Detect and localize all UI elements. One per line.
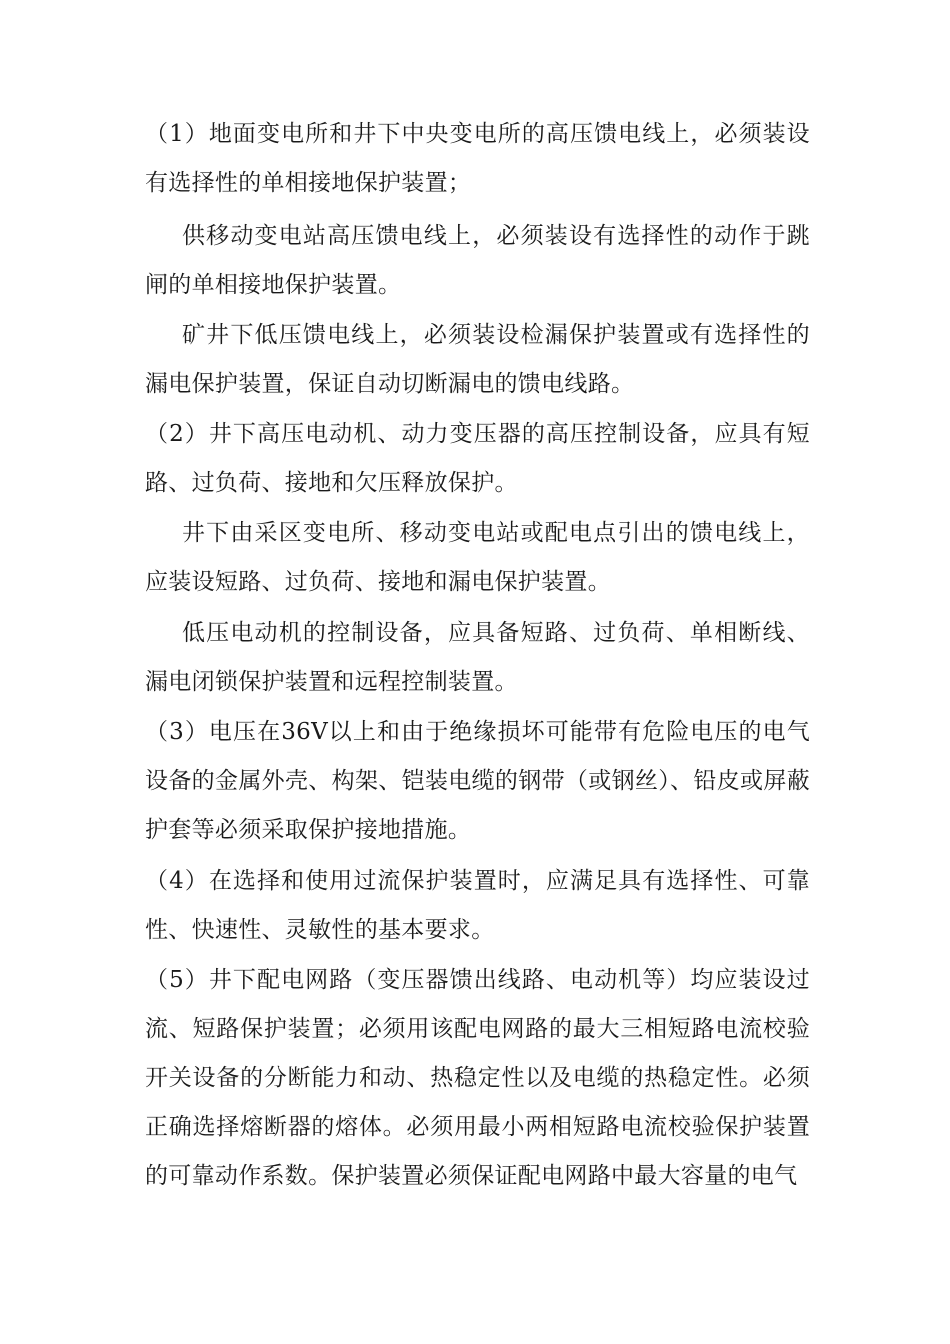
paragraph-1-ground-substation: （1）地面变电所和井下中央变电所的高压馈电线上，必须装设有选择性的单相接地保护装置； (145, 121, 810, 196)
paragraph-4-overcurrent-protection: （4）在选择和使用过流保护装置时，应满足具有选择性、可靠性、快速性、灵敏性的基本要求。 (145, 868, 810, 943)
paragraph-3-protective-grounding: （3）电压在36V以上和由于绝缘损坏可能带有危险电压的电气设备的金属外壳、构架、铠装电缆的钢带（或钢丝）、铅皮或屏蔽护套等必须采取保护接地措施。 (145, 719, 810, 843)
paragraph-mining-area-feeder: 井下由采区变电所、移动变电站或配电点引出的馈电线上，应装设短路、过负荷、接地和漏电保护装置。 (145, 520, 810, 595)
paragraph-low-voltage-feeder: 矿井下低压馈电线上，必须装设检漏保护装置或有选择性的漏电保护装置，保证自动切断漏电的馈电线路。 (145, 322, 810, 397)
paragraph-low-voltage-motor: 低压电动机的控制设备，应具备短路、过负荷、单相断线、漏电闭锁保护装置和远程控制装置。 (145, 620, 810, 695)
paragraph-2-high-voltage-motor: （2）井下高压电动机、动力变压器的高压控制设备，应具有短路、过负荷、接地和欠压释放保护。 (145, 421, 810, 496)
paragraph-5-distribution-network: （5）井下配电网路（变压器馈出线路、电动机等）均应装设过流、短路保护装置；必须用该配电网路的最大三相短路电流校验开关设备的分断能力和动、热稳定性以及电缆的热稳定性。必须正确选择熔断器的熔体。必须用最小两相短路电流校验保护装置的可靠动作系数。保护装置必须保证配电网路中最大容量的电气 (145, 967, 810, 1189)
paragraph-mobile-substation: 供移动变电站高压馈电线上，必须装设有选择性的动作于跳闸的单相接地保护装置。 (145, 223, 810, 298)
